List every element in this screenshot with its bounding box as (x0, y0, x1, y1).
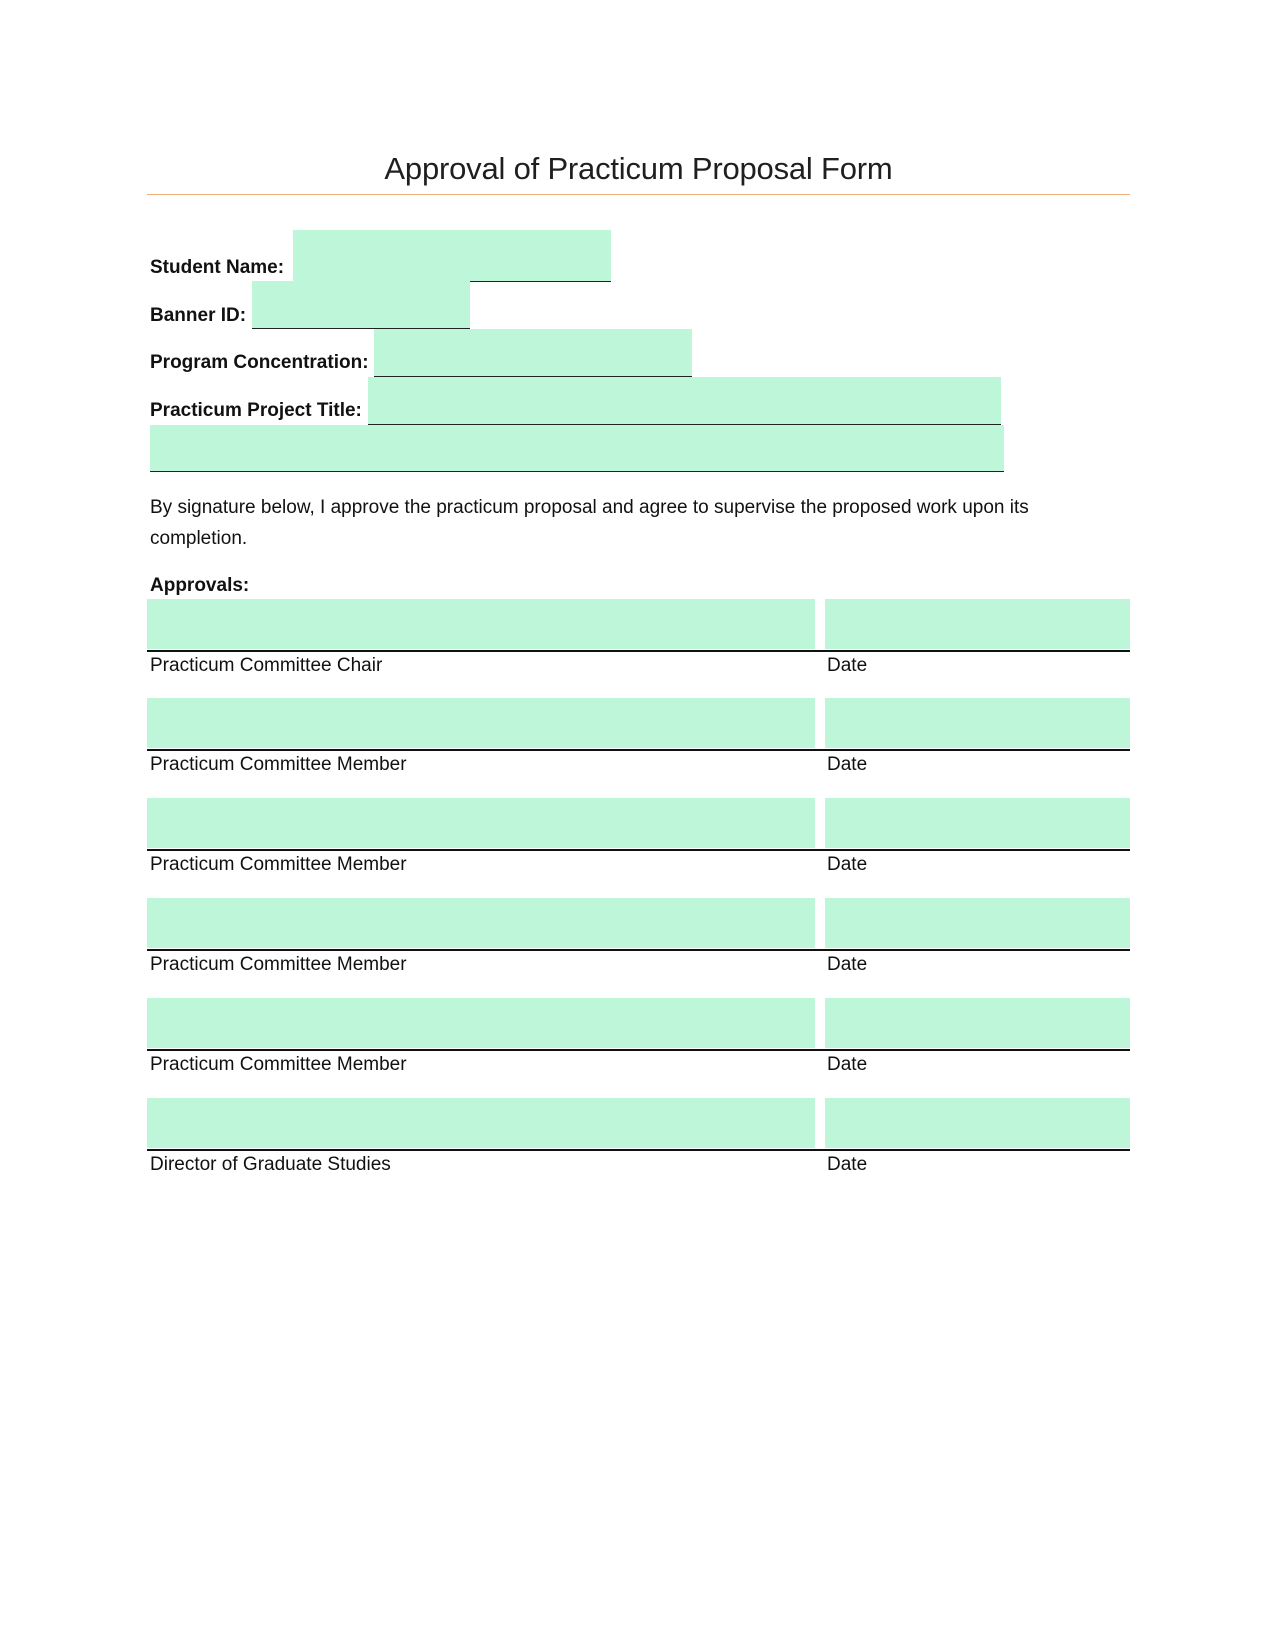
form-title: Approval of Practicum Proposal Form (384, 151, 893, 186)
project-title-field[interactable] (368, 377, 1001, 424)
signature-field[interactable] (147, 1098, 815, 1148)
approvals-heading: Approvals: (150, 575, 250, 596)
signer-role-label: Practicum Committee Member (150, 1054, 407, 1075)
program-concentration-field[interactable] (374, 329, 692, 376)
signature-field[interactable] (147, 698, 815, 748)
approval-row-committee-chair (147, 599, 1130, 699)
approval-statement: By signature below, I approve the practicum proposal and agree to supervise the proposed work upon its completion. (150, 497, 1029, 549)
signature-line (147, 949, 1130, 951)
date-label: Date (827, 754, 868, 775)
signature-line (147, 1049, 1130, 1051)
signature-line (147, 1149, 1130, 1151)
signer-role-label: Practicum Committee Member (150, 854, 407, 875)
date-field[interactable] (825, 698, 1130, 748)
project-title-continuation-field[interactable] (150, 425, 1004, 471)
signature-field[interactable] (147, 599, 815, 649)
date-field[interactable] (825, 998, 1130, 1048)
date-label: Date (827, 954, 868, 975)
title-divider (147, 194, 1130, 195)
date-label: Date (827, 655, 868, 676)
signer-role-label: Practicum Committee Member (150, 954, 407, 975)
date-field[interactable] (825, 599, 1130, 649)
signature-line (147, 650, 1130, 652)
signature-line (147, 749, 1130, 751)
date-field[interactable] (825, 1098, 1130, 1148)
date-label: Date (827, 1054, 868, 1075)
date-field[interactable] (825, 798, 1130, 848)
signer-role-label: Practicum Committee Chair (150, 655, 383, 676)
signature-line (147, 849, 1130, 851)
project-title-label: Practicum Project Title: (150, 400, 362, 421)
approval-row-committee-member-1 (147, 698, 1130, 798)
signature-field[interactable] (147, 998, 815, 1048)
signature-field[interactable] (147, 898, 815, 948)
student-name-label: Student Name: (150, 257, 285, 278)
banner-id-field[interactable] (252, 281, 470, 328)
approval-row-committee-member-3 (147, 898, 1130, 998)
approval-row-committee-member-4 (147, 998, 1130, 1098)
signature-field[interactable] (147, 798, 815, 848)
approval-row-director-graduate-studies (147, 1098, 1130, 1198)
date-label: Date (827, 1154, 868, 1175)
student-name-field[interactable] (293, 230, 611, 281)
signer-role-label: Director of Graduate Studies (150, 1154, 391, 1175)
signer-role-label: Practicum Committee Member (150, 754, 407, 775)
banner-id-label: Banner ID: (150, 305, 247, 326)
date-field[interactable] (825, 898, 1130, 948)
program-concentration-label: Program Concentration: (150, 352, 369, 373)
project-title-continuation-underline (150, 471, 1004, 472)
date-label: Date (827, 854, 868, 875)
approval-row-committee-member-2 (147, 798, 1130, 898)
